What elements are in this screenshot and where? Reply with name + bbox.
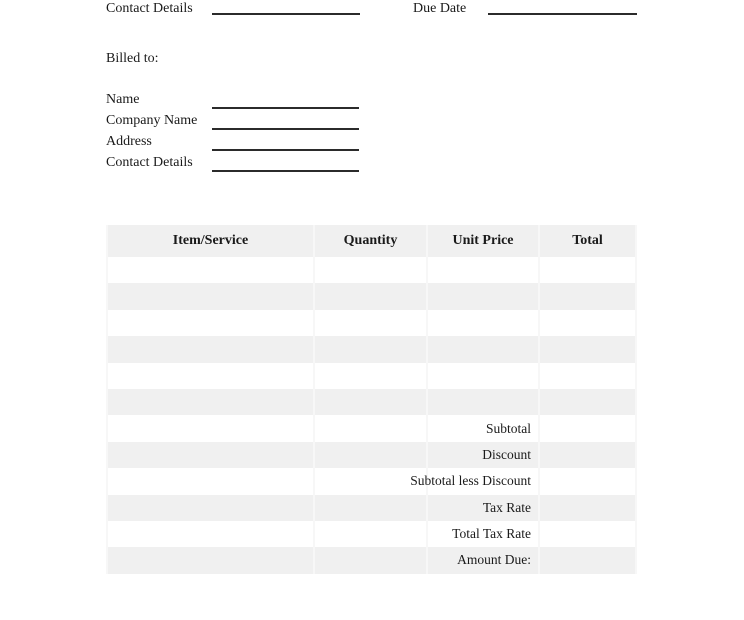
item-row (108, 283, 635, 309)
subtotal-less-discount-label: Subtotal less Discount (410, 473, 531, 489)
contact-details-top-label: Contact Details (106, 1, 193, 16)
summary-row-subtotal-less-discount (108, 468, 635, 494)
unit-price-cell[interactable] (428, 310, 538, 336)
billto-name-blank[interactable] (212, 107, 359, 109)
item-service-cell[interactable] (108, 257, 313, 283)
total-tax-rate-label: Total Tax Rate (452, 526, 531, 542)
total-cell[interactable] (540, 283, 635, 309)
item-row (108, 363, 635, 389)
billto-contact-details-label: Contact Details (106, 155, 193, 170)
col-header-item-service: Item/Service (108, 225, 313, 257)
due-date-blank[interactable] (488, 13, 637, 15)
subtotal-less-discount-value-cell[interactable] (540, 468, 635, 494)
billto-company-name-blank[interactable] (212, 128, 359, 130)
discount-label: Discount (482, 446, 531, 462)
summary-empty-cell (315, 495, 426, 521)
subtotal-label: Subtotal (485, 420, 531, 436)
table-header-row (108, 225, 635, 257)
billto-address-blank[interactable] (212, 149, 359, 151)
total-cell[interactable] (540, 389, 635, 415)
invoice-table (106, 225, 637, 574)
quantity-cell[interactable] (315, 363, 426, 389)
summary-row-amount-due (108, 547, 635, 573)
col-header-quantity: Quantity (315, 225, 426, 257)
summary-empty-cell (315, 547, 426, 573)
unit-price-cell[interactable] (428, 257, 538, 283)
item-row (108, 389, 635, 415)
unit-price-cell[interactable] (428, 363, 538, 389)
item-row (108, 336, 635, 362)
summary-empty-cell (315, 442, 426, 468)
summary-row-total-tax-rate (108, 521, 635, 547)
summary-empty-cell (108, 495, 313, 521)
amount-due-value-cell[interactable] (540, 547, 635, 573)
item-service-cell[interactable] (108, 310, 313, 336)
item-service-cell[interactable] (108, 363, 313, 389)
tax-rate-label: Tax Rate (482, 499, 531, 515)
quantity-cell[interactable] (315, 257, 426, 283)
total-cell[interactable] (540, 257, 635, 283)
summary-empty-cell (108, 415, 313, 441)
summary-empty-cell (315, 415, 426, 441)
unit-price-cell[interactable] (428, 389, 538, 415)
billto-address-label: Address (106, 134, 152, 149)
summary-row-discount (108, 442, 635, 468)
unit-price-cell[interactable] (428, 336, 538, 362)
item-service-cell[interactable] (108, 336, 313, 362)
billto-company-name-label: Company Name (106, 113, 198, 128)
unit-price-cell[interactable] (428, 283, 538, 309)
summary-row-tax-rate (108, 495, 635, 521)
summary-label-cell (428, 415, 538, 441)
total-cell[interactable] (540, 363, 635, 389)
item-row (108, 310, 635, 336)
col-header-total: Total (540, 225, 635, 257)
subtotal-value-cell[interactable] (540, 415, 635, 441)
quantity-cell[interactable] (315, 283, 426, 309)
summary-empty-cell (108, 468, 313, 494)
item-service-cell[interactable] (108, 389, 313, 415)
discount-value-cell[interactable] (540, 442, 635, 468)
quantity-cell[interactable] (315, 310, 426, 336)
summary-label-cell (410, 468, 538, 494)
quantity-cell[interactable] (315, 389, 426, 415)
contact-details-top-blank[interactable] (212, 13, 360, 15)
col-header-unit-price: Unit Price (428, 225, 538, 257)
billto-contact-details-blank[interactable] (212, 170, 359, 172)
total-cell[interactable] (540, 310, 635, 336)
quantity-cell[interactable] (315, 336, 426, 362)
summary-empty-cell (315, 521, 426, 547)
billto-name-label: Name (106, 92, 140, 107)
summary-label-cell (428, 495, 538, 521)
item-service-cell[interactable] (108, 283, 313, 309)
summary-empty-cell (108, 442, 313, 468)
amount-due-label: Amount Due: (457, 552, 531, 568)
summary-empty-cell (108, 547, 313, 573)
billed-to-heading: Billed to: (106, 51, 159, 66)
item-row (108, 257, 635, 283)
tax-rate-value-cell[interactable] (540, 495, 635, 521)
total-cell[interactable] (540, 336, 635, 362)
summary-label-cell (428, 521, 538, 547)
summary-empty-cell (108, 521, 313, 547)
summary-row-subtotal (108, 415, 635, 441)
summary-label-cell (428, 547, 538, 573)
total-tax-rate-value-cell[interactable] (540, 521, 635, 547)
summary-label-cell (428, 442, 538, 468)
due-date-label: Due Date (413, 1, 467, 16)
